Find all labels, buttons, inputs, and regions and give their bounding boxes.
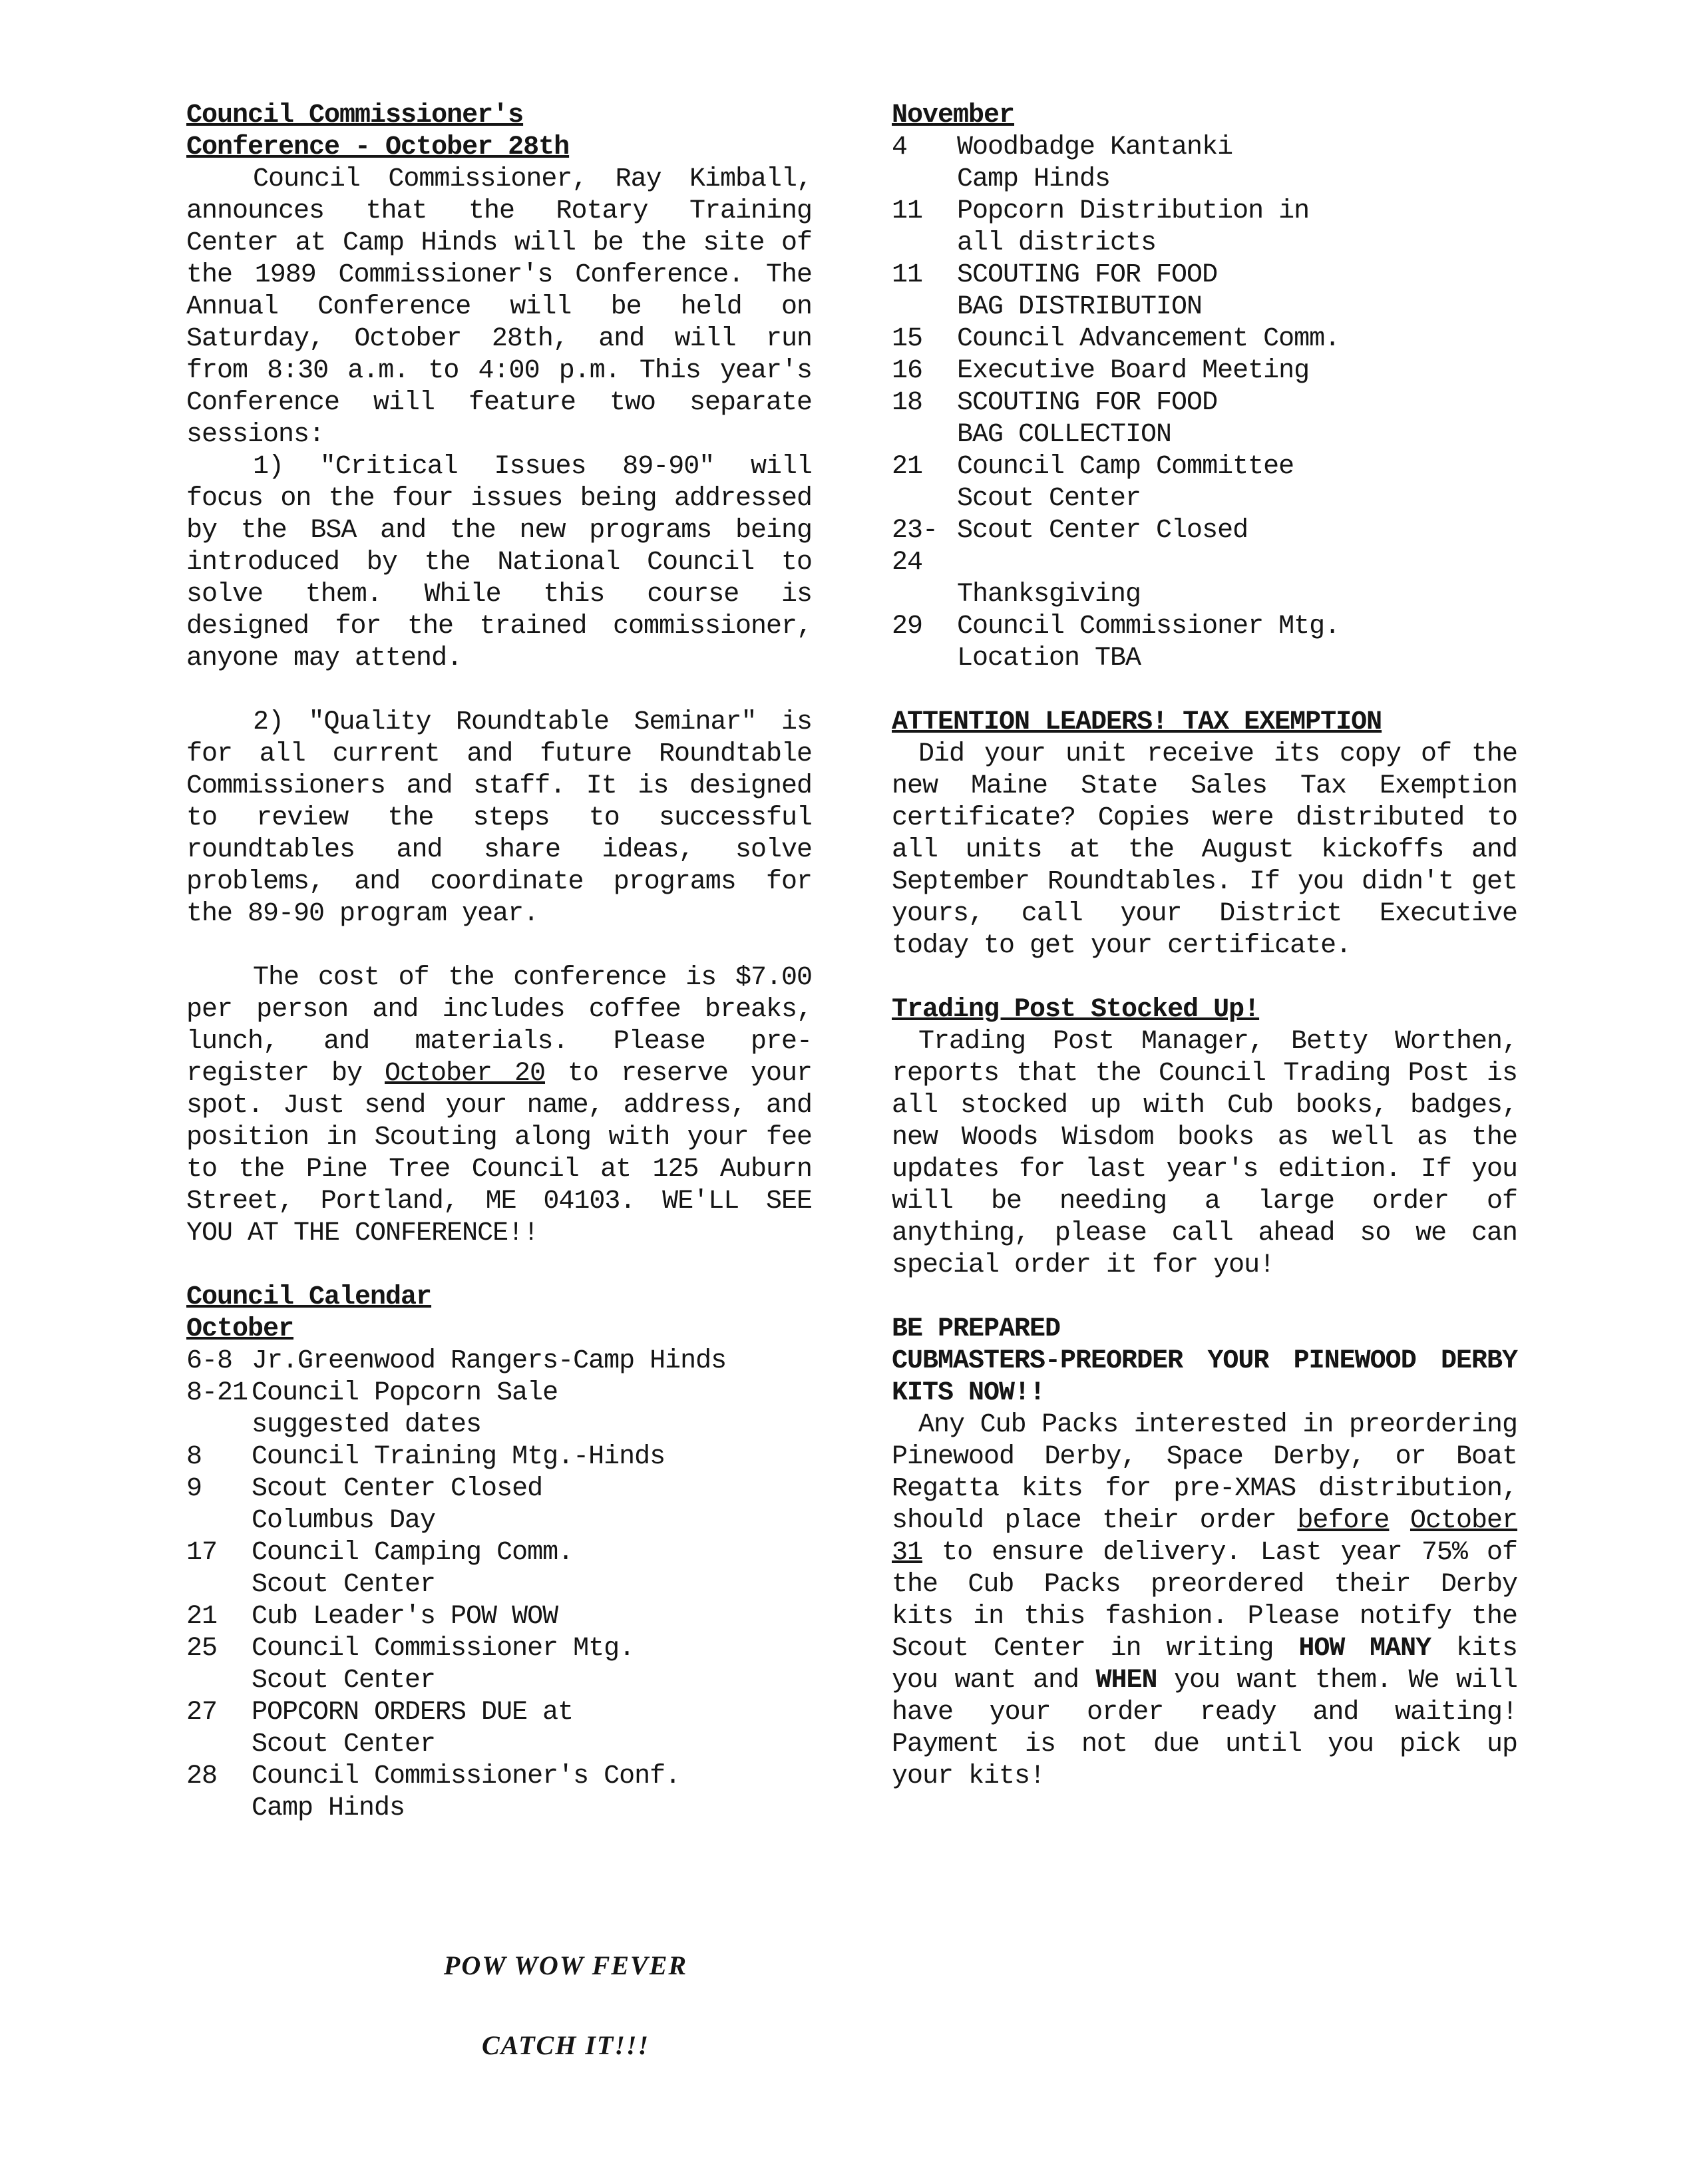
- calendar-day: 25: [186, 1634, 218, 1664]
- trading-post-heading: Trading Post Stocked Up!: [892, 995, 1260, 1025]
- pow-wow-slogan: POW WOW FEVER: [443, 1950, 688, 1980]
- conference-paragraph-3: 2) "Quality Roundtable Seminar" is for all current and future Roundtable Commissioners and staff. It is designed to review the steps to successful roundtables and share ideas, solve problems, and coordinate programs for the 89-90 program year.: [186, 707, 812, 929]
- calendar-event: Council Commissioner Mtg.: [252, 1634, 635, 1664]
- calendar-day: 11: [892, 196, 923, 226]
- calendar-item: [186, 1441, 812, 1473]
- calendar-item-detail: [892, 228, 1517, 260]
- calendar-event: Council Advancement Comm.: [957, 324, 1340, 354]
- conference-heading-line1: Council Commissioner's: [186, 100, 524, 130]
- calendar-event-detail: Scout Center: [252, 1570, 436, 1600]
- calendar-event: Council Camp Committee: [957, 452, 1294, 482]
- calendar-item: [186, 1633, 812, 1665]
- calendar-event: Executive Board Meeting: [957, 356, 1310, 386]
- calendar-event-detail: Scout Center: [252, 1666, 436, 1696]
- calendar-day: 8: [186, 1442, 202, 1472]
- calendar-item-detail: [186, 1409, 812, 1441]
- calendar-item: [186, 1761, 812, 1793]
- calendar-day: 27: [186, 1698, 218, 1728]
- calendar-month-november: November: [892, 100, 1015, 130]
- calendar-item-detail: [892, 643, 1517, 675]
- preregister-date: October 20: [385, 1059, 546, 1089]
- calendar-item: [892, 355, 1517, 387]
- calendar-event: Jr.Greenwood Rangers-Camp Hinds: [252, 1346, 727, 1376]
- calendar-item: [892, 260, 1517, 291]
- calendar-day: 23-24: [892, 516, 938, 578]
- calendar-day: 4: [892, 132, 908, 162]
- right-column: [892, 100, 1517, 1793]
- calendar-event-detail: Camp Hinds: [252, 1793, 405, 1823]
- calendar-event: Popcorn Distribution in: [957, 196, 1310, 226]
- calendar-day: 9: [186, 1474, 202, 1504]
- calendar-item: [186, 1346, 812, 1377]
- tax-exemption-heading: ATTENTION LEADERS! TAX EXEMPTION: [892, 707, 1382, 737]
- conference-paragraph-4: The cost of the conference is $7.00 per person and includes coffee breaks, lunch, and materials. Please pre-register by October 20 to reserve your spot. Just send your name, address, and position in Scouting along with your fee to the Pine Tree Council at 125 Auburn Street, Portland, ME 04103. WE'LL SEE YOU AT THE CONFERENCE!!: [186, 963, 812, 1248]
- calendar-day: 28: [186, 1761, 218, 1791]
- calendar-item-detail: [892, 483, 1517, 515]
- calendar-event: Council Camping Comm.: [252, 1538, 574, 1568]
- calendar-day: 6-8: [186, 1346, 233, 1376]
- calendar-event-detail: Scout Center: [252, 1729, 436, 1759]
- calendar-item: [186, 1377, 812, 1409]
- trading-post-paragraph: Trading Post Manager, Betty Worthen, reports that the Council Trading Post is all stocked up with Cub books, badges, new Woods Wisdom books as well as the updates for last year's edition. If you will be needing a large order of anything, please call ahead so we can special order it for you!: [892, 1027, 1517, 1280]
- calendar-day: 21: [186, 1602, 218, 1632]
- be-prepared-heading: BE PREPARED: [892, 1314, 1061, 1344]
- calendar-item: [892, 132, 1517, 164]
- calendar-day: 17: [186, 1538, 218, 1568]
- calendar-event-detail: BAG DISTRIBUTION: [957, 292, 1203, 322]
- pinewood-paragraph: Any Cub Packs interested in preordering Pinewood Derby, Space Derby, or Boat Regatta kits for pre-XMAS distribution, should place their order before October 31 to ensure delivery. Last year 75% of the Cub Packs preordered their Derby kits in this fashion. Please notify the Scout Center in writing HOW MANY kits you want and WHEN you want them. We will have your order ready and waiting! Payment is not due until you pick up your kits!: [892, 1410, 1517, 1791]
- calendar-heading: Council Calendar: [186, 1282, 432, 1312]
- calendar-event-detail: all districts: [957, 228, 1157, 258]
- october-event-list: [186, 1346, 812, 1825]
- calendar-day: 21: [892, 452, 923, 482]
- calendar-day: 29: [892, 612, 923, 641]
- calendar-item: [186, 1537, 812, 1569]
- calendar-day: 8-21: [186, 1378, 248, 1408]
- pinewood-heading: CUBMASTERS-PREORDER YOUR PINEWOOD DERBY KITS NOW!!: [892, 1346, 1517, 1408]
- calendar-item-detail: [186, 1569, 812, 1601]
- calendar-item: [186, 1601, 812, 1633]
- calendar-event: SCOUTING FOR FOOD: [957, 260, 1218, 290]
- calendar-event: Council Commissioner's Conf.: [252, 1761, 681, 1791]
- calendar-month-october: October: [186, 1314, 294, 1344]
- calendar-event: Cub Leader's POW WOW: [252, 1602, 558, 1632]
- calendar-item-detail: [186, 1729, 812, 1761]
- catch-it-slogan: CATCH IT!!!: [481, 2030, 650, 2060]
- left-column: [186, 100, 812, 1825]
- calendar-event: Council Commissioner Mtg.: [957, 612, 1340, 641]
- calendar-item: [186, 1473, 812, 1505]
- calendar-item-detail: [186, 1793, 812, 1825]
- calendar-event: Scout Center Closed: [957, 516, 1248, 546]
- calendar-event-detail: Scout Center: [957, 484, 1141, 514]
- calendar-event: POPCORN ORDERS DUE at: [252, 1698, 574, 1728]
- calendar-event: Woodbadge Kantanki: [957, 132, 1233, 162]
- calendar-item-detail: [892, 579, 1517, 611]
- calendar-day: 18: [892, 388, 923, 418]
- calendar-event-detail: Location TBA: [957, 643, 1141, 673]
- calendar-item-detail: [186, 1505, 812, 1537]
- calendar-event-detail: Columbus Day: [252, 1506, 436, 1536]
- calendar-day: 16: [892, 356, 923, 386]
- calendar-item-detail: [892, 291, 1517, 323]
- calendar-item: [892, 611, 1517, 643]
- calendar-item: [892, 323, 1517, 355]
- calendar-item: [186, 1697, 812, 1729]
- calendar-event: Council Popcorn Sale: [252, 1378, 558, 1408]
- calendar-day: 15: [892, 324, 923, 354]
- calendar-item: [892, 515, 1517, 579]
- calendar-event: Scout Center Closed: [252, 1474, 543, 1504]
- conference-heading-line2: Conference - October 28th: [186, 132, 570, 162]
- calendar-event: SCOUTING FOR FOOD: [957, 388, 1218, 418]
- calendar-day: 11: [892, 260, 923, 290]
- calendar-item-detail: [186, 1665, 812, 1697]
- tax-exemption-paragraph: Did your unit receive its copy of the new Maine State Sales Tax Exemption certificate? Copies were distributed to all units at the August kickoffs and September Roundtables. If you didn't get yours, call your District Executive today to get your certificate.: [892, 739, 1517, 961]
- calendar-item: [892, 196, 1517, 228]
- calendar-item: [892, 451, 1517, 483]
- november-event-list: [892, 132, 1517, 675]
- calendar-event-detail: Thanksgiving: [957, 580, 1141, 610]
- calendar-event: Council Training Mtg.-Hinds: [252, 1442, 665, 1472]
- conference-paragraph-2: 1) "Critical Issues 89-90" will focus on the four issues being addressed by the BSA and the new programs being introduced by the National Council to solve them. While this course is designed for the trained commissioner, anyone may attend.: [186, 452, 812, 673]
- calendar-item: [892, 387, 1517, 419]
- calendar-event-detail: Camp Hinds: [957, 164, 1111, 194]
- calendar-item-detail: [892, 419, 1517, 451]
- calendar-event-detail: suggested dates: [252, 1410, 482, 1440]
- conference-paragraph-1: Council Commissioner, Ray Kimball, announces that the Rotary Training Center at Camp Hinds will be the site of the 1989 Commissioner's Conference. The Annual Conference will be held on Saturday, October 28th, and will run from 8:30 a.m. to 4:00 p.m. This year's Conference will feature two separate sessions:: [186, 164, 812, 450]
- calendar-event-detail: BAG COLLECTION: [957, 420, 1172, 450]
- calendar-item-detail: [892, 164, 1517, 196]
